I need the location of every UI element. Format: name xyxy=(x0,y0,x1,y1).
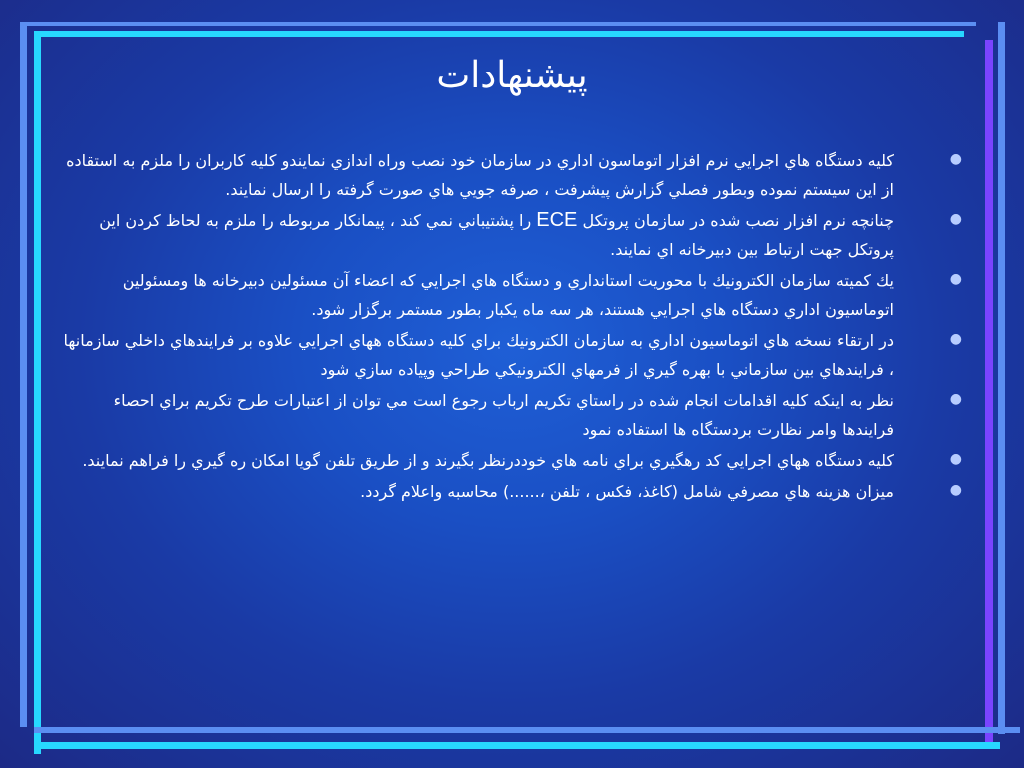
bullet-text-1: كليه دستگاه هاي اجرايي نرم افزار اتوماسون اداري در سازمان خود نصب وراه اندازي نمايندو كليه كاربران را ملزم به استقاده از اين سيستم نموده وبطور فصلي گزارش پيشرفت ، صرفه جويي هاي صورت گرفته را ارسال نمايند. xyxy=(66,151,894,199)
bullet-item-5 xyxy=(60,386,964,444)
bullet-text-2-after: را پشتيباني نمي كند ، پيمانكار مربوطه را ملزم به لحاظ كردن اين پروتكل جهت ارتباط بين دبيرخانه اي نمايند. xyxy=(99,211,894,259)
right-blue-line xyxy=(998,22,1005,734)
bullet-list xyxy=(60,146,964,508)
bullet-dot-icon: ● xyxy=(949,331,962,347)
bullet-text-6: كليه دستگاه ههاي اجرايي كد رهگيري براي نامه هاي خوددرنظر بگيرند و از طريق تلفن گويا امكان ره گيري را فراهم نمايند. xyxy=(82,451,894,470)
bullet-text-7: ميزان هزينه هاي مصرفي شامل (كاغذ، فكس ، تلفن ،......) محاسبه واعلام گردد. xyxy=(360,482,894,501)
left-blue-line xyxy=(20,22,27,727)
bullet-item-2 xyxy=(60,206,964,264)
bullet-dot-icon: ● xyxy=(949,451,962,467)
bullet-item-7 xyxy=(60,477,964,506)
bullet-item-1 xyxy=(60,146,964,204)
slide-title: پيشنهادات xyxy=(436,55,588,96)
bullet-dot-icon: ● xyxy=(949,271,962,287)
bullet-dot-icon: ● xyxy=(949,391,962,407)
bullet-dot-icon: ● xyxy=(949,151,962,167)
bullet-item-4 xyxy=(60,326,964,384)
bullet-dot-icon: ● xyxy=(949,211,962,227)
bullet-text-4: در ارتقاء نسخه هاي اتوماسيون اداري به سازمان الكترونيك براي كليه دستگاه ههاي اجرايي علاوه بر فرايندهاي داخلي سازمانها ، فرايندهاي بين سازماني با بهره گيري از فرمهاي الكترونيكي طراحي وپياده سازي شود xyxy=(63,331,894,379)
top-blue-line xyxy=(20,22,976,26)
bullet-item-3 xyxy=(60,266,964,324)
ece-label: ECE xyxy=(536,209,578,231)
bottom-cyan-line xyxy=(34,742,1000,749)
bottom-blue-line xyxy=(34,727,1020,733)
bullet-item-6 xyxy=(60,446,964,475)
right-purple-line xyxy=(985,40,993,746)
bullet-text-5: نظر به اينكه كليه اقدامات انجام شده در راستاي تكريم ارباب رجوع است مي توان از اعتبارات طرح تكريم براي احصاء فرايندها وامر نظارت بردستگاه ها استفاده نمود xyxy=(113,391,894,439)
bullet-text-3: يك كميته سازمان الكترونيك با محوريت استانداري و دستگاه هاي اجرايي كه اعضاء آن مسئولين دبيرخانه ها ومسئولين اتوماسيون اداري دستگاه هاي اجرايي هستند، هر سه ماه يكبار بطور مستمر برگزار شود. xyxy=(122,271,894,319)
top-cyan-line xyxy=(34,31,964,37)
bullet-dot-icon: ● xyxy=(949,482,962,498)
left-cyan-line xyxy=(34,31,41,754)
bullet-text-2-before: چنانچه نرم افزار نصب شده در سازمان پروتكل xyxy=(577,211,894,230)
